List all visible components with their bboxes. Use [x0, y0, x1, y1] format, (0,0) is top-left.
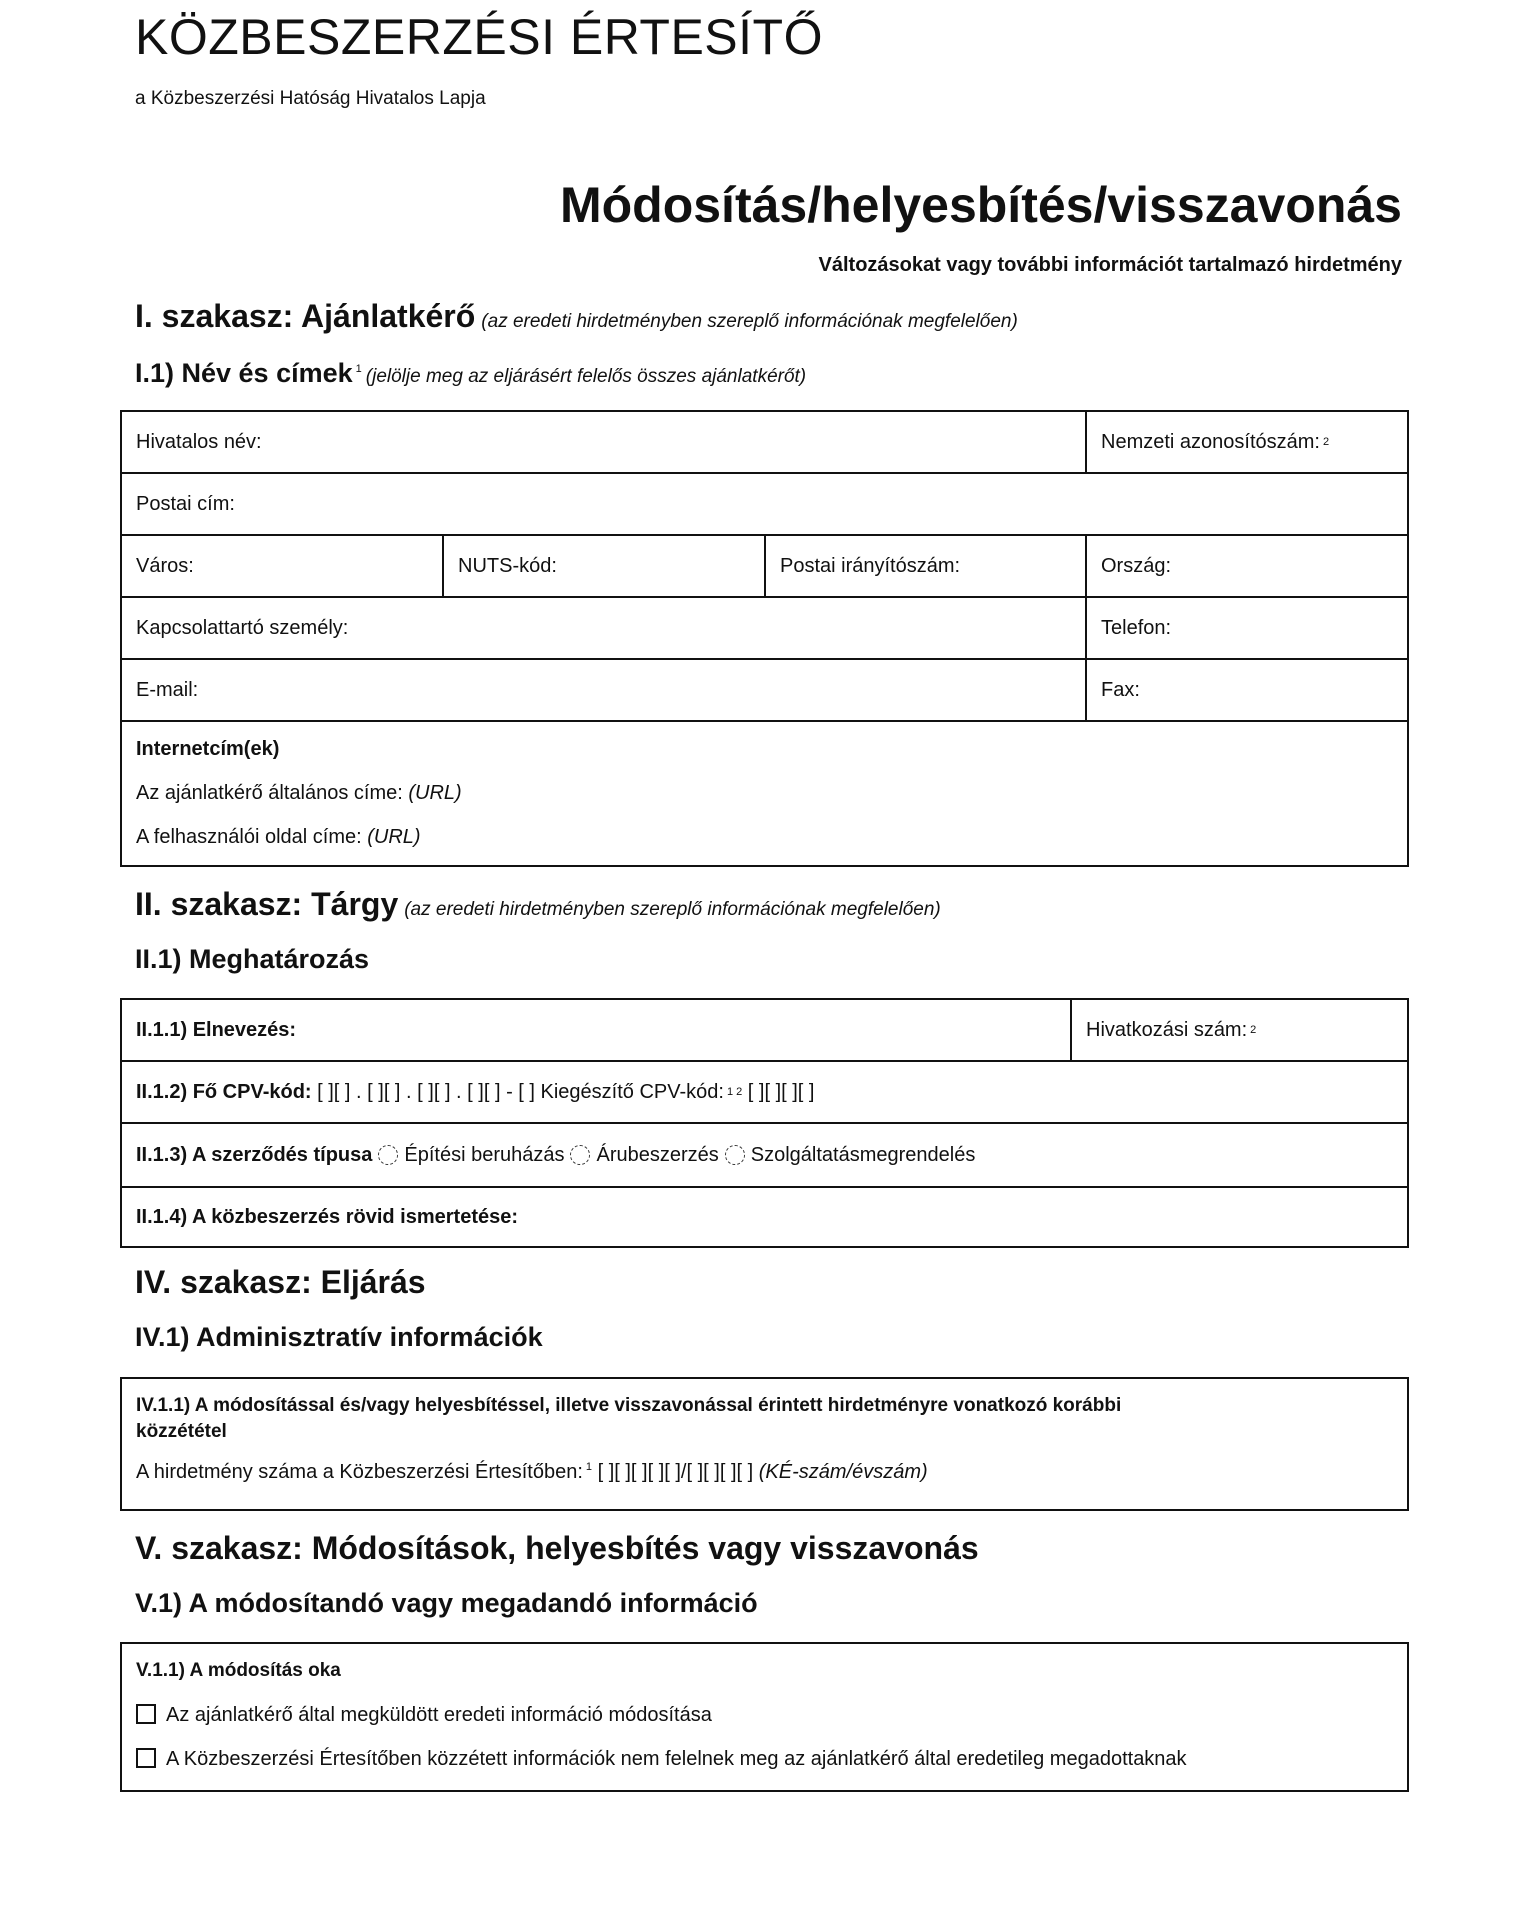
phone-field[interactable]: Telefon:: [1101, 616, 1172, 639]
reason-option-2[interactable]: A Közbeszerzési Értesítőben közzétett információk nem felelnek meg az ajánlatkérő által eredetileg megadottaknak: [122, 1748, 1407, 1788]
official-name-field[interactable]: Hivatalos név:: [122, 412, 1087, 472]
section-4-heading: IV. szakasz: Eljárás: [135, 1264, 426, 1300]
footnote-ref: 2: [1322, 436, 1330, 448]
reason-option-1[interactable]: Az ajánlatkérő által megküldött eredeti információ módosítása: [122, 1704, 1407, 1748]
internet-heading: Internetcím(ek): [136, 738, 280, 760]
title-field[interactable]: II.1.1) Elnevezés:: [122, 1000, 1072, 1060]
footnote-ref: 1 2: [726, 1086, 743, 1098]
internet-addresses-block: [122, 722, 1407, 866]
row-title: [122, 1000, 1407, 1062]
reference-number-field[interactable]: Hivatkozási szám: 2: [1086, 1018, 1257, 1041]
country-field[interactable]: Ország:: [1101, 554, 1172, 577]
radio-supplies[interactable]: [570, 1145, 590, 1165]
general-address-field[interactable]: Az ajánlatkérő általános címe: (URL): [136, 782, 462, 804]
postcode-field[interactable]: Postai irányítószám:: [766, 536, 1087, 596]
contract-type-label: II.1.3) A szerződés típusa: [136, 1143, 373, 1166]
footnote-ref: 2: [1250, 1024, 1257, 1036]
section-2-heading: [135, 886, 941, 923]
radio-works-label: Építési beruházás: [404, 1143, 565, 1166]
row-city: [122, 536, 1407, 598]
section-1-note: (az eredeti hirdetményben szereplő információnak megfelelően): [481, 311, 1018, 332]
section-1-heading: [135, 298, 1018, 335]
section-2-note: (az eredeti hirdetményben szereplő információnak megfelelően): [404, 899, 941, 920]
fax-field[interactable]: Fax:: [1101, 678, 1140, 701]
object-box: [120, 998, 1409, 1248]
footnote-ref: 1: [355, 363, 362, 375]
section-1-1-note: (jelölje meg az eljárásért felelős összes ajánlatkérőt): [365, 366, 807, 387]
footnote-ref: 1: [585, 1461, 593, 1474]
section-1-title: I. szakasz: Ajánlatkérő: [135, 298, 476, 334]
section-4-1-heading: IV.1) Adminisztratív információk: [135, 1322, 543, 1352]
change-reason-label: V.1.1) A módosítás oka: [136, 1660, 341, 1681]
row-cpv: [122, 1062, 1407, 1124]
nuts-code-field[interactable]: NUTS-kód:: [444, 536, 766, 596]
contract-type-field: [122, 1124, 1407, 1186]
email-field[interactable]: E-mail:: [122, 660, 1087, 720]
radio-works[interactable]: [378, 1145, 398, 1165]
section-1-1-heading: [135, 358, 806, 389]
administrative-info-box: [120, 1377, 1409, 1511]
national-id-field[interactable]: Nemzeti azonosítószám: 2: [1101, 430, 1330, 453]
buyer-profile-field[interactable]: A felhasználói oldal címe: (URL): [136, 826, 421, 848]
radio-services[interactable]: [725, 1145, 745, 1165]
changes-box: [120, 1642, 1409, 1792]
radio-supplies-label: Árubeszerzés: [596, 1143, 719, 1166]
row-contract-type: [122, 1124, 1407, 1188]
postal-address-field[interactable]: Postai cím:: [136, 492, 235, 515]
row-contact: [122, 598, 1407, 660]
checkbox[interactable]: [136, 1704, 156, 1724]
section-1-1-title: I.1) Név és címek: [135, 358, 353, 388]
section-2-title: II. szakasz: Tárgy: [135, 886, 399, 922]
short-description-field[interactable]: II.1.4) A közbeszerzés rövid ismertetése:: [136, 1205, 519, 1228]
contact-person-field[interactable]: Kapcsolattartó személy:: [122, 598, 1087, 658]
contracting-authority-box: [120, 410, 1409, 867]
city-field[interactable]: Város:: [122, 536, 444, 596]
row-email: [122, 660, 1407, 722]
section-2-1-heading: II.1) Meghatározás: [135, 944, 370, 974]
journal-subtitle: a Közbeszerzési Hatóság Hivatalos Lapja: [135, 88, 486, 109]
cpv-code-field[interactable]: II.1.2) Fő CPV-kód: [ ][ ] . [ ][ ] . [ ][ ] . [ ][ ] - [ ] Kiegészítő CPV-kód: 1 2 [ ][ ][ ][ ]: [136, 1080, 815, 1103]
document-subtitle: Változásokat vagy további információt tartalmazó hirdetmény: [818, 254, 1402, 276]
notice-number-field[interactable]: A hirdetmény száma a Közbeszerzési Értesítőben: $^1$ [ ][ ][ ][ ][ ]/[ ][ ][ ][ ] (KÉ-szám/évszám): [136, 1461, 928, 1483]
section-5-1-heading: V.1) A módosítandó vagy megadandó információ: [135, 1588, 758, 1618]
row-official-name: [122, 412, 1407, 474]
radio-services-label: Szolgáltatásmegrendelés: [750, 1143, 976, 1166]
checkbox[interactable]: [136, 1748, 156, 1768]
section-5-heading: V. szakasz: Módosítások, helyesbítés vagy visszavonás: [135, 1530, 979, 1566]
previous-publication-label: IV.1.1) A módosítással és/vagy helyesbítéssel, illetve visszavonással érintett hirdetményre vonatkozó korábbi: [136, 1395, 1122, 1416]
row-description: [122, 1188, 1407, 1246]
journal-title: KÖZBESZERZÉSI ÉRTESÍTŐ: [135, 9, 823, 65]
document-title: Módosítás/helyesbítés/visszavonás: [559, 177, 1402, 233]
previous-publication-label-cont: közzététel: [136, 1421, 227, 1442]
row-postal-address: [122, 474, 1407, 536]
